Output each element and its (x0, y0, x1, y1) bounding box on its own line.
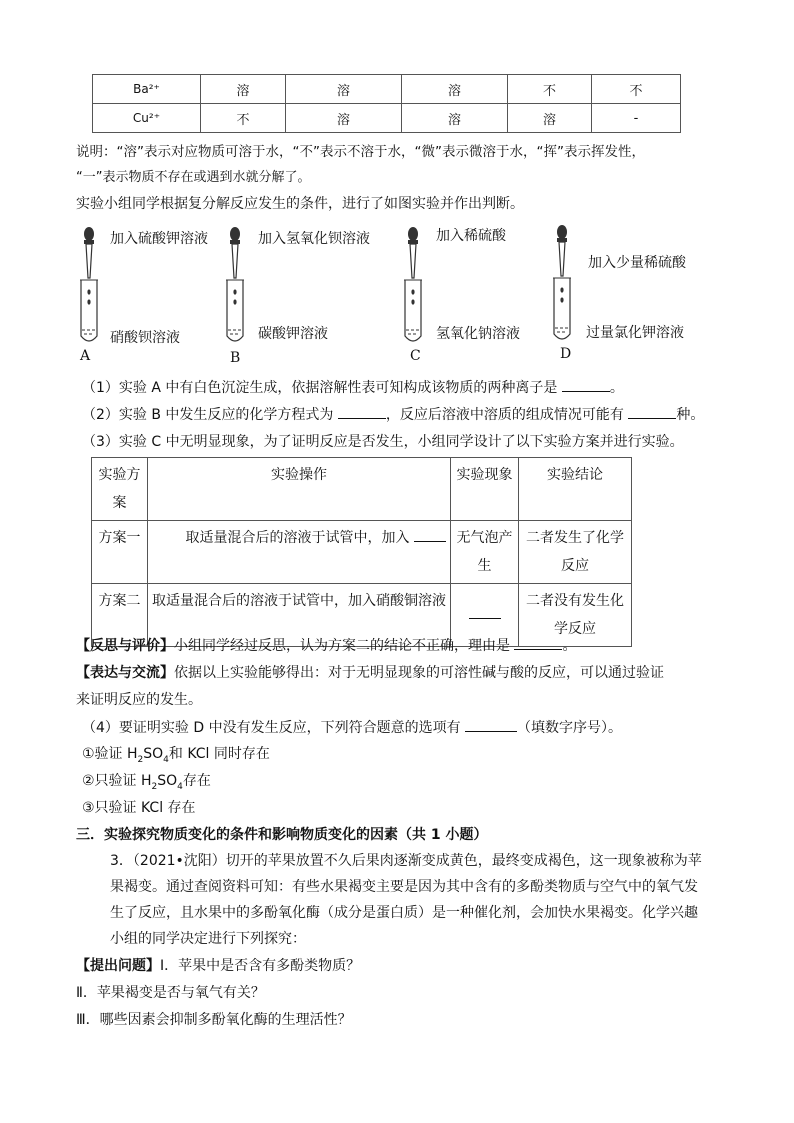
option-2 (82, 770, 211, 792)
subscript: 4 (177, 781, 183, 792)
option-text: 和 KCl 同时存在 (168, 746, 270, 762)
option-text: SO (157, 773, 178, 789)
option-text: 存在 (182, 773, 211, 789)
table-header-row (92, 458, 632, 521)
operation-text: 取适量混合后的溶液于试管中，加入 (185, 530, 410, 546)
solution-label: 硝酸钡溶液 (110, 330, 180, 346)
question-text: （1）实验 A 中有白色沉淀生成，依据溶解性表可知构成该物质的两种离子是 (82, 380, 558, 396)
test-tube-icon (400, 278, 426, 348)
test-tube-icon (222, 278, 248, 348)
note-line-2: “一”表示物质不存在或遇到水就分解了。 (76, 170, 311, 185)
table-cell: 不 (592, 75, 681, 104)
operation-cell (148, 521, 451, 584)
phenomenon-cell: 无气泡产生 (451, 521, 519, 584)
table-cell: 不 (201, 104, 286, 133)
intro-text: 实验小组同学根据复分解反应发生的条件，进行了如图实验并作出判断。 (76, 196, 524, 212)
answer-blank[interactable] (514, 635, 562, 650)
table-cell: 不 (508, 75, 592, 104)
experiment-letter: C (410, 348, 421, 364)
reflection-line (76, 635, 576, 655)
table-cell: 溶 (201, 75, 286, 104)
subscript: 2 (151, 781, 158, 792)
table-row (92, 521, 632, 584)
problem-question-1 (76, 955, 360, 975)
problem-text: Ⅰ．苹果中是否含有多酚类物质？ (160, 958, 361, 974)
table-cell: - (592, 104, 681, 133)
subscript: 4 (163, 754, 169, 765)
answer-blank[interactable] (465, 717, 517, 732)
reagent-label: 加入氢氧化钡溶液 (258, 231, 370, 247)
ion-cell: Cu²⁺ (93, 104, 201, 133)
reflection-end: 。 (562, 638, 577, 654)
section-heading: 三．实验探究物质变化的条件和影响物质变化的因素（共 1 小题） (76, 827, 488, 843)
column-header: 实验结论 (519, 458, 632, 521)
problem-question-2: Ⅱ．苹果褐变是否与氧气有关？ (76, 985, 265, 1001)
answer-blank[interactable] (628, 404, 676, 419)
solution-label: 碳酸钾溶液 (258, 326, 328, 342)
operation-cell: 取适量混合后的溶液于试管中，加入硝酸铜溶液 (148, 584, 451, 647)
option-text: ①验证 H (82, 746, 138, 762)
plan-table (91, 457, 632, 647)
note-line-1: 说明：“溶”表示对应物质可溶于水，“不”表示不溶于水，“微”表示微溶于水，“挥”表示挥发性， (76, 144, 645, 160)
solution-label: 过量氯化钾溶液 (586, 325, 684, 341)
expression-text: 依据以上实验能够得出：对于无明显现象的可溶性碱与酸的反应，可以通过验证 (174, 665, 664, 681)
question-text: ，反应后溶液中溶质的组成情况可能有 (385, 407, 624, 423)
table-cell: 溶 (508, 104, 592, 133)
solution-label: 氢氧化钠溶液 (436, 326, 520, 342)
solubility-table (92, 74, 681, 133)
reflection-tag: 【反思与评价】 (76, 638, 174, 654)
experiment-letter: B (230, 350, 241, 366)
experiment-letter: D (560, 346, 572, 362)
subscript: 2 (137, 754, 144, 765)
section-paragraph: 3．（2021•沈阳）切开的苹果放置不久后果肉逐渐变成黄色，最终变成褐色，这一现象被称为苹果褐变。通过查阅资料可知：有些水果褐变主要是因为其中含有的多酚类物质与空气中的氧气发生了反应，且水果中的多酚氧化酶（成分是蛋白质）是一种催化剂，会加快水果褐变。化学兴趣小组的同学决定进行下列探究： (110, 853, 702, 947)
expression-line-2: 来证明反应的发生。 (76, 692, 202, 708)
option-text: SO (143, 746, 164, 762)
test-tube-icon (549, 276, 575, 346)
dropper-icon (78, 226, 100, 282)
question-1 (82, 377, 624, 397)
plan-cell: 方案二 (92, 584, 148, 647)
answer-blank[interactable] (338, 404, 386, 419)
table-row (93, 104, 681, 133)
ion-cell: Ba²⁺ (93, 75, 201, 104)
question-text: （2）实验 B 中发生反应的化学方程式为 (82, 407, 334, 423)
column-header: 实验方案 (92, 458, 148, 521)
column-header: 实验操作 (148, 458, 451, 521)
question-4 (82, 717, 622, 737)
expression-tag: 【表达与交流】 (76, 665, 174, 681)
dropper-icon (224, 226, 246, 282)
table-cell: 溶 (286, 104, 402, 133)
dropper-icon (551, 224, 573, 280)
reagent-label: 加入稀硫酸 (436, 228, 506, 244)
question-end: （填数字序号）。 (517, 720, 623, 736)
problem-question-3: Ⅲ．哪些因素会抑制多酚氧化酶的生理活性？ (76, 1012, 352, 1028)
column-header: 实验现象 (451, 458, 519, 521)
reagent-label: 加入少量稀硫酸 (588, 255, 686, 271)
problem-tag: 【提出问题】 (76, 958, 160, 974)
conclusion-cell: 二者没有发生化学反应 (519, 584, 632, 647)
reagent-label: 加入硫酸钾溶液 (110, 231, 208, 247)
question-2 (82, 404, 704, 424)
option-text: ②只验证 H (82, 773, 152, 789)
answer-blank[interactable] (562, 377, 610, 392)
question-end: 种。 (676, 407, 705, 423)
option-1 (82, 743, 270, 765)
expression-line-1 (76, 662, 664, 682)
question-text: （4）要证明实验 D 中没有发生反应，下列符合题意的选项有 (82, 720, 461, 736)
question-3: （3）实验 C 中无明显现象，为了证明反应是否发生，小组同学设计了以下实验方案并进行实验。 (82, 434, 684, 450)
question-end: 。 (609, 380, 624, 396)
test-tube-icon (76, 278, 102, 348)
answer-blank[interactable] (469, 604, 501, 619)
table-cell: 溶 (402, 104, 508, 133)
conclusion-cell: 二者发生了化学反应 (519, 521, 632, 584)
reflection-text: 小组同学经过反思，认为方案二的结论不正确，理由是 (174, 638, 510, 654)
dropper-icon (402, 226, 424, 282)
option-3: ③只验证 KCl 存在 (82, 800, 196, 816)
table-row (93, 75, 681, 104)
table-cell: 溶 (286, 75, 402, 104)
answer-blank[interactable] (414, 527, 446, 542)
plan-cell: 方案一 (92, 521, 148, 584)
experiment-letter: A (80, 348, 91, 364)
table-cell: 溶 (402, 75, 508, 104)
